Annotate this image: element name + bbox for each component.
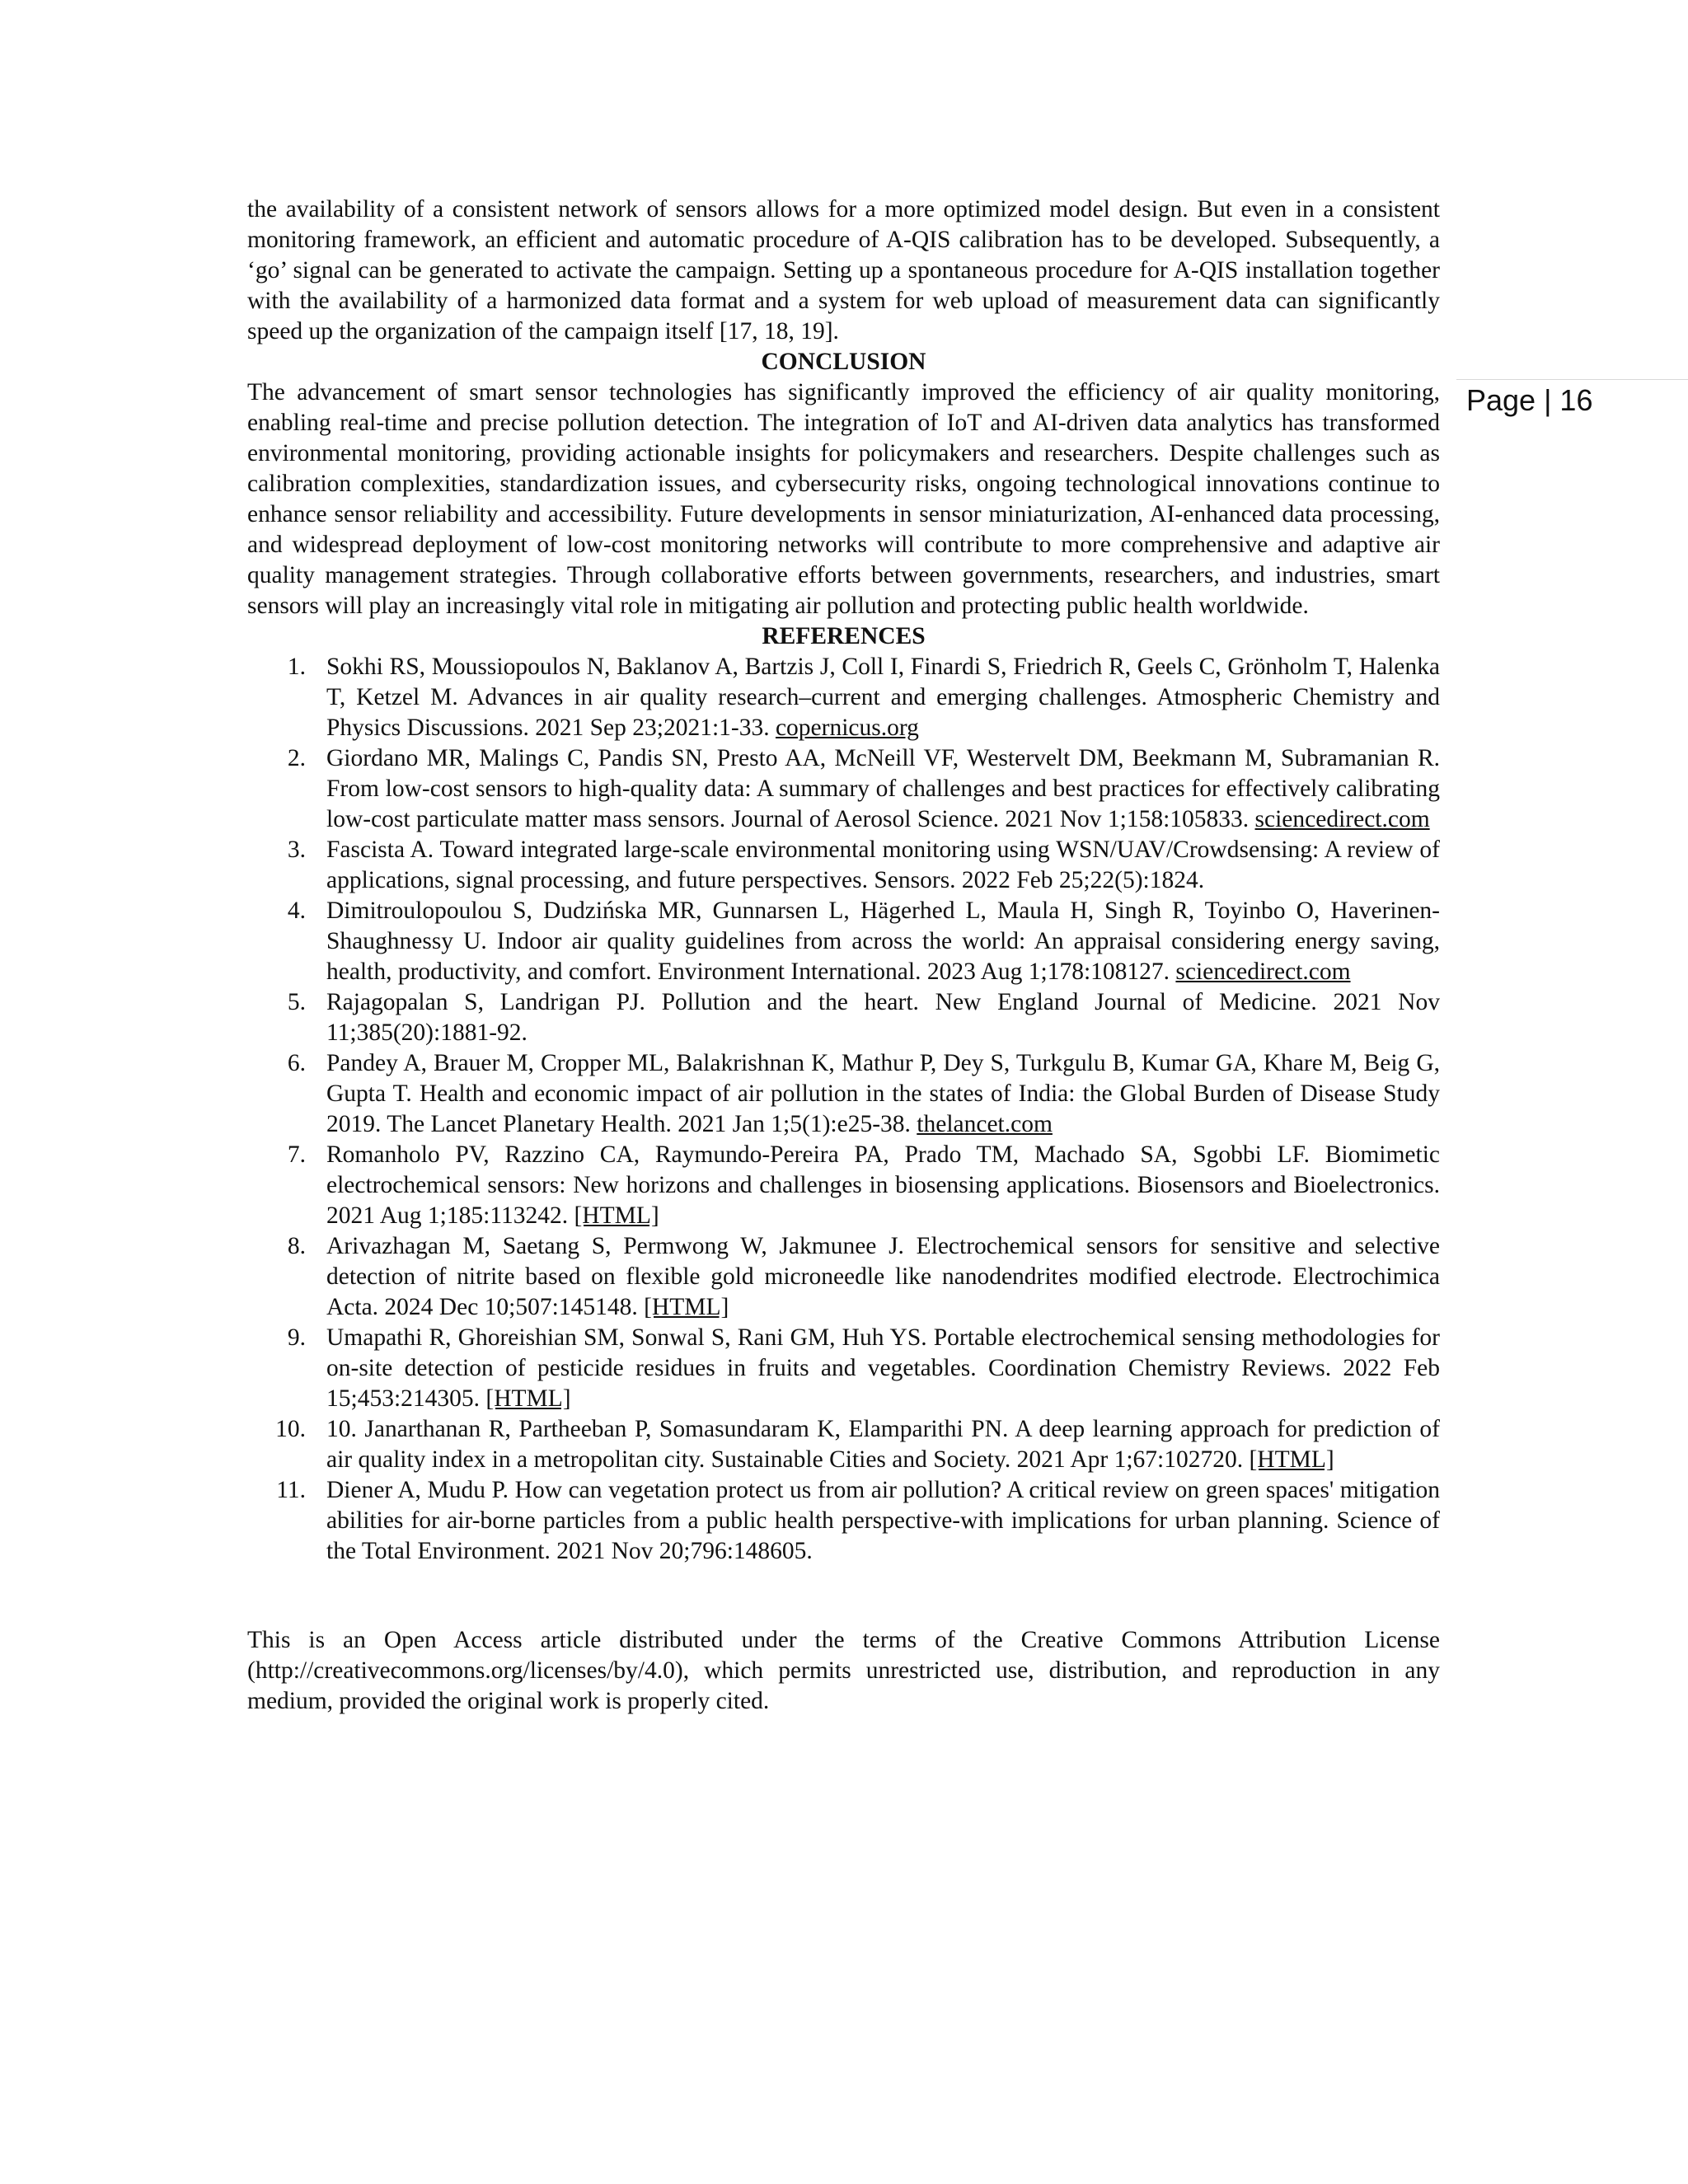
reference-text: Dimitroulopoulou S, Dudzińska MR, Gunnarsen L, Hägerhed L, Maula H, Singh R, Toyinbo O, Haverinen-Shaughnessy U. Indoor air quality guidelines from across the world: An appraisal considering energy saving, health, productivity, and comfort. Environment International. 2023 Aug 1;178:108127. sciencedirect.com [326, 898, 1440, 985]
reference-number: 6. [287, 1050, 306, 1076]
reference-item [247, 1231, 1440, 1323]
reference-number: 2. [287, 745, 306, 771]
reference-text: Arivazhagan M, Saetang S, Permwong W, Jakmunee J. Electrochemical sensors for sensitive and selective detection of nitrite based on flexible gold microneedle like nanodendrites modified electrode. Electrochimica Acta. 2024 Dec 10;507:145148. [HTML] [326, 1233, 1440, 1320]
reference-number: 9. [287, 1324, 306, 1351]
reference-number: 4. [287, 898, 306, 924]
license-notice: This is an Open Access article distributed under the terms of the Creative Commons Attribution License (http://creativecommons.org/licenses/by/4.0), which permits unrestricted use, distribution, and reproduction in any medium, provided the original work is properly cited. [247, 1627, 1440, 1714]
conclusion-heading: CONCLUSION [761, 349, 926, 375]
reference-text: Umapathi R, Ghoreishian SM, Sonwal S, Rani GM, Huh YS. Portable electrochemical sensing methodologies for on-site detection of pesticide residues in fruits and vegetables. Coordination Chemistry Reviews. 2022 Feb 15;453:214305. [HTML] [326, 1324, 1440, 1412]
reference-link[interactable]: [HTML] [1249, 1446, 1334, 1473]
reference-number: 7. [287, 1141, 306, 1168]
reference-item [247, 743, 1440, 835]
reference-item [247, 1475, 1440, 1567]
reference-link[interactable]: sciencedirect.com [1175, 958, 1351, 985]
reference-text: Sokhi RS, Moussiopoulos N, Baklanov A, Bartzis J, Coll I, Finardi S, Friedrich R, Geels C, Grönholm T, Halenka T, Ketzel M. Advances in air quality research–current and emerging challenges. Atmospheric Chemistry and Physics Discussions. 2021 Sep 23;2021:1-33. copernicus.org [326, 654, 1440, 741]
intro-paragraph: the availability of a consistent network of sensors allows for a more optimized model design. But even in a consistent monitoring framework, an efficient and automatic procedure of A-QIS calibration has to be developed. Subsequently, a ‘go’ signal can be generated to activate the campaign. Setting up a spontaneous procedure for A-QIS installation together with the availability of a harmonized data format and a system for web upload of measurement data can significantly speed up the organization of the campaign itself [17, 18, 19]. [247, 196, 1440, 344]
reference-text: Pandey A, Brauer M, Cropper ML, Balakrishnan K, Mathur P, Dey S, Turkgulu B, Kumar GA, Khare M, Beig G, Gupta T. Health and economic impact of air pollution in the states of India: the Global Burden of Disease Study 2019. The Lancet Planetary Health. 2021 Jan 1;5(1):e25-38. thelancet.com [326, 1050, 1440, 1137]
reference-item [247, 1414, 1440, 1475]
reference-item [247, 896, 1440, 987]
reference-link[interactable]: [HTML] [574, 1202, 659, 1229]
reference-text: 10. Janarthanan R, Partheeban P, Somasundaram K, Elamparithi PN. A deep learning approach for prediction of air quality index in a metropolitan city. Sustainable Cities and Society. 2021 Apr 1;67:102720. [HTML] [326, 1416, 1440, 1473]
reference-number: 11. [276, 1477, 306, 1503]
reference-link[interactable]: [HTML] [485, 1385, 571, 1412]
reference-number: 3. [287, 837, 306, 863]
reference-text: Romanholo PV, Razzino CA, Raymundo-Pereira PA, Prado TM, Machado SA, Sgobbi LF. Biomimetic electrochemical sensors: New horizons and challenges in biosensing applications. Biosensors and Bioelectronics. 2021 Aug 1;185:113242. [HTML] [326, 1141, 1440, 1229]
reference-number: 5. [287, 989, 306, 1015]
reference-item [247, 1323, 1440, 1414]
reference-item [247, 652, 1440, 743]
reference-text: Rajagopalan S, Landrigan PJ. Pollution and the heart. New England Journal of Medicine. 2021 Nov 11;385(20):1881-92. [326, 989, 1440, 1046]
page-number: Page | 16 [1466, 383, 1593, 417]
reference-number: 10. [275, 1416, 306, 1442]
reference-text: Giordano MR, Malings C, Pandis SN, Presto AA, McNeill VF, Westervelt DM, Beekmann M, Subramanian R. From low-cost sensors to high-quality data: A summary of challenges and best practices for effectively calibrating low-cost particulate matter mass sensors. Journal of Aerosol Science. 2021 Nov 1;158:105833. sciencedirect.com [326, 745, 1440, 832]
reference-link[interactable]: thelancet.com [917, 1111, 1053, 1137]
reference-link[interactable]: [HTML] [644, 1294, 729, 1320]
reference-link[interactable]: sciencedirect.com [1254, 806, 1430, 832]
reference-number: 1. [287, 654, 306, 680]
reference-item [247, 835, 1440, 896]
reference-item [247, 1140, 1440, 1231]
reference-item [247, 987, 1440, 1048]
references-heading: REFERENCES [762, 623, 926, 649]
page-number-rule [1456, 379, 1688, 380]
document-body [247, 194, 1440, 1717]
reference-text: Diener A, Mudu P. How can vegetation protect us from air pollution? A critical review on green spaces' mitigation abilities for air-borne particles from a public health perspective-with implications for urban planning. Science of the Total Environment. 2021 Nov 20;796:148605. [326, 1477, 1440, 1564]
reference-link[interactable]: copernicus.org [775, 715, 919, 741]
reference-number: 8. [287, 1233, 306, 1259]
reference-text: Fascista A. Toward integrated large-scale environmental monitoring using WSN/UAV/Crowdsensing: A review of applications, signal processing, and future perspectives. Sensors. 2022 Feb 25;22(5):1824. [326, 837, 1440, 893]
conclusion-paragraph: The advancement of smart sensor technologies has significantly improved the efficiency of air quality monitoring, enabling real-time and precise pollution detection. The integration of IoT and AI-driven data analytics has transformed environmental monitoring, providing actionable insights for policymakers and researchers. Despite challenges such as calibration complexities, standardization issues, and cybersecurity risks, ongoing technological innovations continue to enhance sensor reliability and accessibility. Future developments in sensor miniaturization, AI-enhanced data processing, and widespread deployment of low-cost monitoring networks will contribute to more comprehensive and adaptive air quality management strategies. Through collaborative efforts between governments, researchers, and industries, smart sensors will play an increasingly vital role in mitigating air pollution and protecting public health worldwide. [247, 379, 1440, 619]
references-list [247, 652, 1440, 1567]
reference-item [247, 1048, 1440, 1140]
